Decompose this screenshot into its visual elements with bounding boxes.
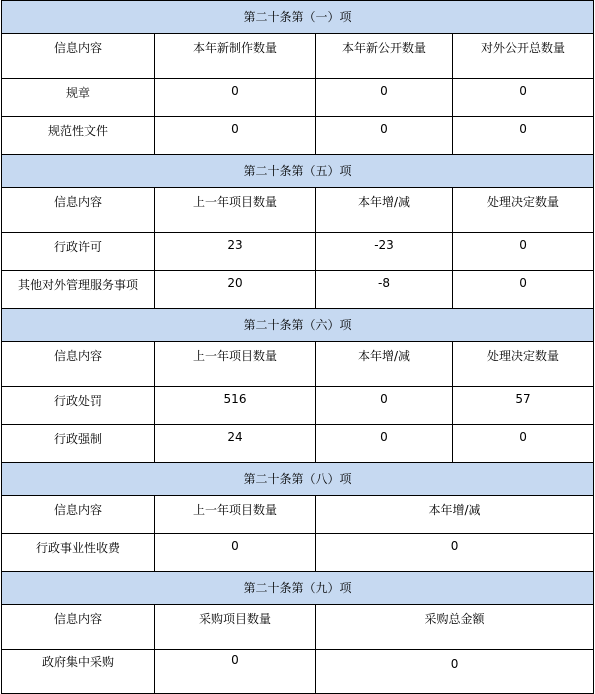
disclosure-table — [1, 0, 594, 694]
table-cell: 0 — [453, 233, 594, 271]
column-header: 信息内容 — [2, 34, 155, 79]
table-header-row — [2, 496, 594, 534]
column-header: 采购总金额 — [316, 605, 594, 650]
row-label: 行政许可 — [2, 233, 155, 271]
table-cell: 0 — [155, 650, 316, 694]
column-header: 信息内容 — [2, 496, 155, 534]
column-header: 本年增/减 — [316, 496, 594, 534]
table-row — [2, 650, 594, 694]
section-title: 第二十条第（六）项 — [2, 309, 594, 342]
column-header: 本年新公开数量 — [316, 34, 453, 79]
table-row — [2, 387, 594, 425]
row-label: 行政事业性收费 — [2, 534, 155, 572]
table-cell: -23 — [316, 233, 453, 271]
column-header: 上一年项目数量 — [155, 342, 316, 387]
table-header-row — [2, 342, 594, 387]
section-title: 第二十条第（八）项 — [2, 463, 594, 496]
column-header: 信息内容 — [2, 188, 155, 233]
column-header: 信息内容 — [2, 605, 155, 650]
table-cell: 0 — [453, 271, 594, 309]
table-cell: 0 — [316, 387, 453, 425]
table-cell: 0 — [453, 79, 594, 117]
table-cell: 0 — [453, 425, 594, 463]
row-label: 其他对外管理服务事项 — [2, 271, 155, 309]
table-cell: 0 — [316, 650, 594, 694]
row-label: 规章 — [2, 79, 155, 117]
table-cell: 516 — [155, 387, 316, 425]
table-cell: 0 — [155, 79, 316, 117]
section-title: 第二十条第（九）项 — [2, 572, 594, 605]
table-cell: 0 — [155, 534, 316, 572]
table-header-row — [2, 34, 594, 79]
table-row — [2, 233, 594, 271]
section-title: 第二十条第（五）项 — [2, 155, 594, 188]
table-cell: -8 — [316, 271, 453, 309]
row-label: 规范性文件 — [2, 117, 155, 155]
column-header: 采购项目数量 — [155, 605, 316, 650]
table-cell: 20 — [155, 271, 316, 309]
column-header: 本年增/减 — [316, 188, 453, 233]
column-header: 处理决定数量 — [453, 188, 594, 233]
table-cell: 0 — [316, 117, 453, 155]
column-header: 上一年项目数量 — [155, 496, 316, 534]
table-cell: 57 — [453, 387, 594, 425]
table-cell: 0 — [316, 79, 453, 117]
column-header: 本年增/减 — [316, 342, 453, 387]
row-label: 行政强制 — [2, 425, 155, 463]
table-row — [2, 271, 594, 309]
row-label: 政府集中采购 — [2, 650, 155, 694]
table-cell: 0 — [316, 425, 453, 463]
section-title: 第二十条第（一）项 — [2, 1, 594, 34]
table-row — [2, 117, 594, 155]
table-row — [2, 79, 594, 117]
table-row — [2, 534, 594, 572]
column-header: 处理决定数量 — [453, 342, 594, 387]
table-row — [2, 425, 594, 463]
table-header-row — [2, 605, 594, 650]
table-cell: 23 — [155, 233, 316, 271]
table-cell: 24 — [155, 425, 316, 463]
column-header: 信息内容 — [2, 342, 155, 387]
table-cell: 0 — [316, 534, 594, 572]
column-header: 上一年项目数量 — [155, 188, 316, 233]
row-label: 行政处罚 — [2, 387, 155, 425]
column-header: 对外公开总数量 — [453, 34, 594, 79]
column-header: 本年新制作数量 — [155, 34, 316, 79]
table-cell: 0 — [155, 117, 316, 155]
table-cell: 0 — [453, 117, 594, 155]
table-header-row — [2, 188, 594, 233]
